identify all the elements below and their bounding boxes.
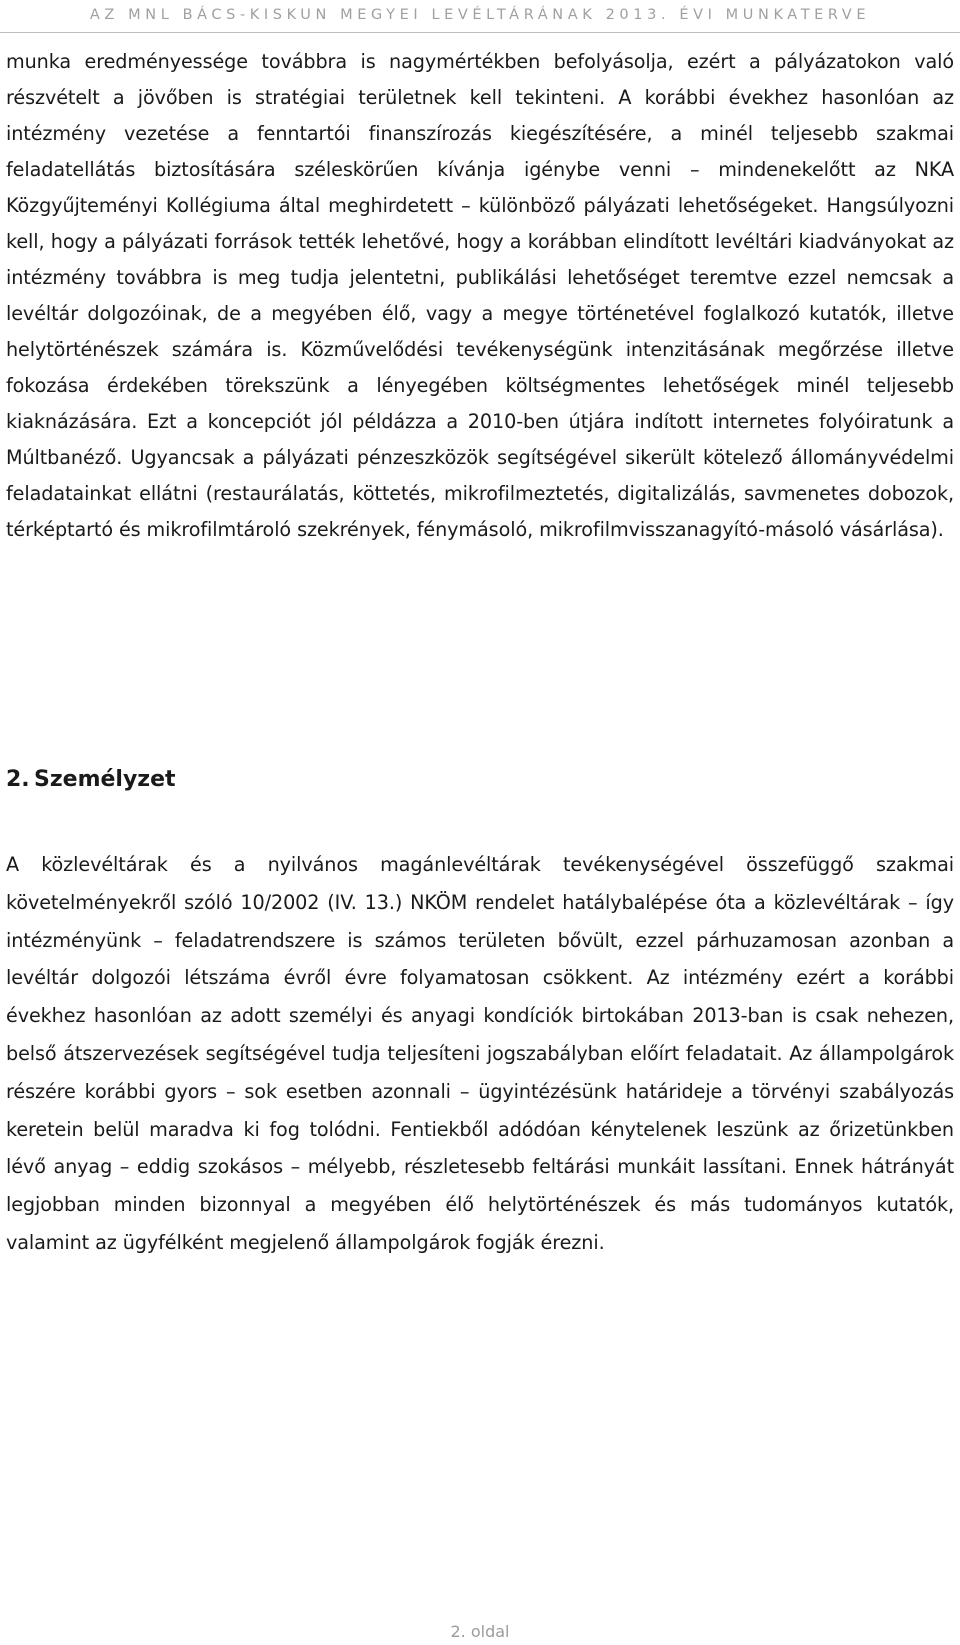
body-paragraph-1: munka eredményessége továbbra is nagymértékben befolyásolja, ezért a pályázatokon való részvételt a jövőben is stratégiai területnek kell tekinteni. A korábbi évekhez hasonlóan az intézmény vezetése a fenntartói finanszírozás kiegészítésére, a minél teljesebb szakmai feladatellátás biztosítására széleskörűen kívánja igénybe venni – mindenekelőtt az NKA Közgyűjteményi Kollégiuma által meghirdetett – különböző pályázati lehetőségeket. Hangsúlyozni kell, hogy a pályázati források tették lehetővé, hogy a korábban elindított levéltári kiadványokat az intézmény továbbra is meg tudja jelentetni, publikálási lehetőséget teremtve ezzel nemcsak a levéltár dolgozóinak, de a megyében élő, vagy a megye történetével foglalkozó kutatók, illetve helytörténészek számára is. Közművelődési tevékenységünk intenzitásának megőrzése illetve fokozása érdekében törekszünk a lényegében költségmentes lehetőségek minél teljesebb kiaknázására. Ezt a koncepciót jól példázza a 2010-ben útjára indított internetes folyóiratunk a Múltbanéző. Ugyancsak a pályázati pénzeszközök segítségével sikerült kötelező állományvédelmi feladatainkat ellátni (restaurálatás, köttetés, mikrofilmeztetés, digitalizálás, savmenetes dobozok, térképtartó és mikrofilmtároló szekrények, fénymásoló, mikrofilmvisszanagyító-másoló vásárlása). [6, 50, 954, 541]
section-number: 2. [6, 767, 30, 792]
body-paragraph-2: A közlevéltárak és a nyilvános magánlevéltárak tevékenységével összefüggő szakmai követelményekről szóló 10/2002 (IV. 13.) NKÖM rendelet hatálybalépése óta a közlevéltárak – így intézményünk – feladatrendszere is számos területen bővült, ezzel párhuzamosan azonban a levéltár dolgozói létszáma évről évre folyamatosan csökkent. Az intézmény ezért a korábbi évekhez hasonlóan az adott személyi és anyagi kondíciók birtokában 2013-ban is csak nehezen, belső átszervezések segítségével tudja teljesíteni jogszabályban előírt feladatait. Az állampolgárok részére korábbi gyors – sok esetben azonnali – ügyintézésünk határideje a törvényi szabályozás keretein belül maradva ki fog tolódni. Fentiekből adódóan kénytelenek leszünk az őrizetünkben lévő anyag – eddig szokásos – mélyebb, részletesebb feltárási munkáit lassítani. Ennek hátrányát legjobban minden bizonnyal a megyében élő helytörténészek és más tudományos kutatók, valamint az ügyfélként megjelenő állampolgárok fogják érezni. [6, 853, 954, 1254]
section-heading [6, 762, 176, 798]
running-header: AZ MNL BÁCS-KISKUN MEGYEI LEVÉLTÁRÁNAK 2013. ÉVI MUNKATERVE [89, 7, 871, 23]
section-title: Személyzet [34, 767, 176, 792]
page-number: 2. oldal [450, 1622, 510, 1641]
header-divider [0, 32, 960, 33]
